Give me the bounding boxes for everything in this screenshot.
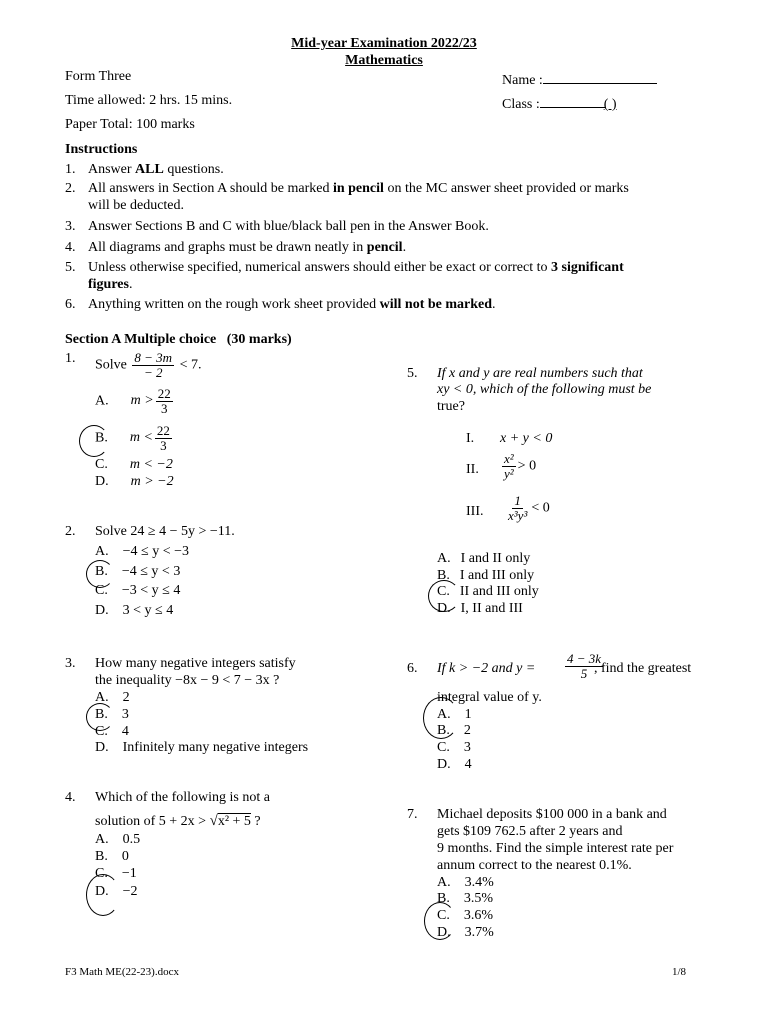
instruction-text [88, 181, 629, 197]
option-letter: B. [95, 707, 108, 722]
question-number: 4. [65, 790, 76, 805]
numerator: 8 − 3m [134, 350, 173, 365]
option-text: I and II only [460, 551, 531, 566]
statement-text [504, 494, 550, 522]
stem-tail: < 7. [179, 357, 202, 373]
option-text: m < −2 [129, 457, 173, 472]
option-letter: C. [437, 740, 450, 755]
question-stem: Solve 24 ≥ 4 − 5y > −11. [95, 524, 235, 539]
option-a [437, 875, 494, 891]
option-letter: A. [437, 551, 451, 566]
section-a-heading [65, 332, 292, 348]
option-a [95, 387, 175, 415]
bold-part: figures [88, 277, 129, 292]
option-letter: A. [95, 544, 109, 559]
fraction [506, 494, 529, 522]
option-text: m > −2 [130, 474, 174, 489]
option-letter: A. [437, 875, 451, 890]
question-6 [407, 661, 536, 677]
option-c [437, 740, 471, 756]
bold-part: pencil [366, 240, 403, 255]
option-letter: D. [95, 740, 109, 755]
statement-label: I. [466, 431, 475, 446]
question-4-line-2 [95, 813, 261, 830]
sqrt-icon: √ [209, 813, 218, 829]
class-number-paren: ( ) [603, 97, 617, 112]
option-c [95, 724, 129, 740]
option-d [437, 757, 472, 773]
answer-circle-mark [79, 425, 109, 457]
denominator: 3 [160, 400, 168, 416]
option-text: m > [130, 393, 154, 409]
question-3 [65, 656, 296, 672]
option-text: 1 [464, 707, 472, 722]
text-part: Anything written on the rough work sheet provided [88, 297, 380, 312]
option-letter: B. [437, 723, 450, 738]
answer-circle-mark [86, 874, 120, 916]
footer-filename: F3 Math ME(22-23).docx [65, 966, 179, 978]
option-letter: B. [437, 568, 450, 583]
paper-total: Paper Total: 100 marks [65, 117, 195, 132]
question-5-line-2: xy < 0, which of the following must be [437, 382, 652, 397]
numerator: 22 [156, 423, 170, 438]
option-d [95, 740, 308, 756]
option-text: I and III only [459, 568, 535, 583]
option-letter: B. [95, 564, 108, 579]
option-a [95, 832, 140, 848]
option-c [95, 457, 173, 473]
instruction-text [88, 240, 406, 256]
instruction-text: Answer Sections B and C with blue/black ball pen in the Answer Book. [88, 219, 489, 234]
option-d [95, 474, 174, 490]
option-text: −4 ≤ y < −3 [122, 544, 189, 559]
option-letter: B. [95, 430, 108, 446]
question-stem [95, 351, 201, 379]
statement-tail: > 0 [517, 458, 537, 474]
instruction-1 [65, 162, 224, 178]
instruction-number: 4. [65, 240, 76, 255]
question-5-line-3: true? [437, 399, 465, 414]
option-letter: D. [437, 757, 451, 772]
text-part: All answers in Section A should be marked [88, 181, 333, 196]
denominator: x³y³ [508, 507, 528, 523]
option-a [95, 544, 189, 560]
statement-text: x + y < 0 [500, 431, 553, 446]
numerator: 22 [157, 386, 171, 401]
text-part: . [128, 277, 133, 292]
denominator: 3 [160, 437, 167, 453]
option-letter: D. [95, 884, 109, 899]
time-allowed: Time allowed: 2 hrs. 15 mins. [65, 93, 233, 108]
bold-part: in pencil [332, 181, 384, 196]
question-7-line-2: gets $109 762.5 after 2 years and [437, 824, 623, 839]
text-part: . [402, 240, 407, 255]
stem-text: Solve [95, 357, 127, 373]
instruction-5-cont [88, 277, 132, 293]
option-text: 2 [463, 723, 471, 738]
option-text: 2 [122, 690, 130, 705]
section-marks: (30 marks) [226, 332, 292, 347]
class-field [502, 93, 617, 113]
option-letter: A. [437, 707, 451, 722]
bold-part: 3 significant [551, 260, 624, 275]
question-3-line-2: the inequality −8x − 9 < 7 − 3x ? [95, 673, 280, 688]
option-letter: D. [95, 603, 109, 618]
option-text: 4 [121, 724, 129, 739]
instruction-number: 3. [65, 219, 76, 234]
option-text: Infinitely many negative integers [122, 740, 309, 755]
question-number: 3. [65, 656, 76, 671]
option-text: 4 [464, 757, 472, 772]
option-text: −3 < y ≤ 4 [121, 583, 181, 598]
option-letter: C. [437, 584, 450, 599]
radicand: x² + 5 [217, 814, 251, 829]
question-6-line-2: integral value of y. [437, 690, 542, 705]
option-letter: B. [95, 849, 108, 864]
text-part: on the MC answer sheet provided or marks [383, 181, 629, 196]
fraction [502, 452, 516, 480]
option-text: 3.6% [463, 908, 494, 923]
question-2 [65, 524, 235, 540]
question-stem: If k > −2 and y = [437, 661, 536, 676]
stem-text: solution of 5 + 2x > [95, 814, 207, 829]
name-blank [543, 69, 657, 84]
option-letter: D. [437, 925, 451, 940]
option-b [437, 723, 471, 739]
option-letter: A. [95, 832, 109, 847]
exam-title: Mid-year Examination 2022/23 [291, 36, 477, 51]
question-stem: Which of the following is not a [95, 790, 270, 805]
question-number: 2. [65, 524, 76, 539]
statement-label: III. [466, 504, 484, 519]
instruction-5 [65, 260, 624, 276]
option-letter: C. [95, 457, 108, 472]
option-text: 0.5 [122, 832, 141, 847]
option-text: 3 < y ≤ 4 [122, 603, 174, 618]
numerator: x² [504, 451, 514, 466]
option-letter: D. [437, 601, 451, 616]
option-letter: A. [95, 393, 109, 409]
option-letter: B. [437, 891, 450, 906]
option-letter: C. [437, 908, 450, 923]
class-label: Class : [502, 97, 540, 112]
name-field [502, 69, 657, 89]
section-label: Section A Multiple choice [65, 332, 217, 347]
instruction-2-cont: will be deducted. [88, 198, 185, 213]
instruction-6 [65, 297, 496, 313]
instruction-2 [65, 181, 629, 197]
fraction [155, 424, 172, 452]
form-label: Form Three [65, 69, 132, 84]
instruction-number: 5. [65, 260, 76, 275]
option-text: 3 [463, 740, 471, 755]
instructions-heading: Instructions [65, 142, 138, 157]
name-label: Name : [502, 73, 543, 88]
numerator: 1 [514, 493, 521, 508]
question-number: 6. [407, 661, 418, 676]
text-part: Answer [88, 162, 136, 177]
option-letter: A. [95, 690, 109, 705]
question-4 [65, 790, 270, 806]
option-text: 3.4% [464, 875, 494, 890]
bold-part: will not be marked [379, 297, 493, 312]
option-text: I, II and III [460, 601, 523, 616]
denominator: y² [504, 465, 514, 481]
option-b [95, 849, 129, 865]
denominator: − 2 [143, 364, 163, 380]
text-part: Unless otherwise specified, numerical answers should either be exact or correct to [88, 260, 551, 275]
question-7-line-3: 9 months. Find the simple interest rate per [437, 841, 674, 856]
option-letter: C. [95, 583, 108, 598]
class-blank [540, 93, 606, 108]
bold-part: ALL [135, 162, 164, 177]
statement-text [500, 452, 536, 480]
statement-tail: < 0 [531, 500, 550, 516]
option-text: −1 [121, 866, 137, 881]
option-text: m < [129, 430, 153, 446]
question-1 [65, 350, 202, 380]
option-text: II and III only [459, 584, 539, 599]
option-text: 0 [121, 849, 129, 864]
statement-iii [466, 493, 550, 523]
instruction-3 [65, 219, 489, 235]
option-d [437, 601, 523, 617]
question-stem: How many negative integers satisfy [95, 656, 296, 671]
numerator: 4 − 3k [567, 651, 602, 666]
option-letter: C. [95, 866, 108, 881]
option-text: 3.7% [464, 925, 494, 940]
fraction [156, 387, 173, 415]
instruction-number: 6. [65, 297, 76, 312]
option-d [95, 603, 173, 619]
question-stem: If x and y are real numbers such that [437, 366, 643, 381]
option-text: 3 [121, 707, 129, 722]
option-a [437, 551, 530, 567]
statement-i [466, 431, 553, 447]
option-letter: D. [95, 474, 109, 489]
text-part: All diagrams and graphs must be drawn neatly in [88, 240, 367, 255]
question-number: 5. [407, 366, 418, 381]
statement-ii [466, 451, 537, 481]
question-6-tail: , find the greatest [594, 661, 692, 676]
instruction-text [88, 260, 624, 276]
subject-title: Mathematics [345, 53, 423, 68]
question-stem: Michael deposits $100 000 in a bank and [437, 807, 667, 822]
text-part: questions. [163, 162, 224, 177]
instruction-text [88, 297, 496, 313]
fraction [132, 351, 174, 379]
instruction-number: 2. [65, 181, 76, 196]
option-text: 3.5% [463, 891, 494, 906]
option-d [437, 925, 494, 941]
question-5 [407, 366, 643, 382]
instruction-4 [65, 240, 407, 256]
text-part: . [492, 297, 496, 312]
statement-label: II. [466, 462, 479, 477]
option-c [95, 583, 180, 599]
option-text: −2 [122, 884, 138, 899]
instruction-text [88, 162, 224, 178]
question-7 [407, 807, 667, 823]
option-text: −4 ≤ y < 3 [121, 564, 181, 579]
denominator: 5 [580, 665, 588, 681]
instruction-number: 1. [65, 162, 76, 177]
question-number: 7. [407, 807, 418, 822]
question-number: 1. [65, 351, 76, 366]
stem-tail: ? [254, 814, 261, 829]
option-letter: C. [95, 724, 108, 739]
footer-page-number: 1/8 [672, 966, 687, 978]
question-7-line-4: annum correct to the nearest 0.1%. [437, 858, 632, 873]
